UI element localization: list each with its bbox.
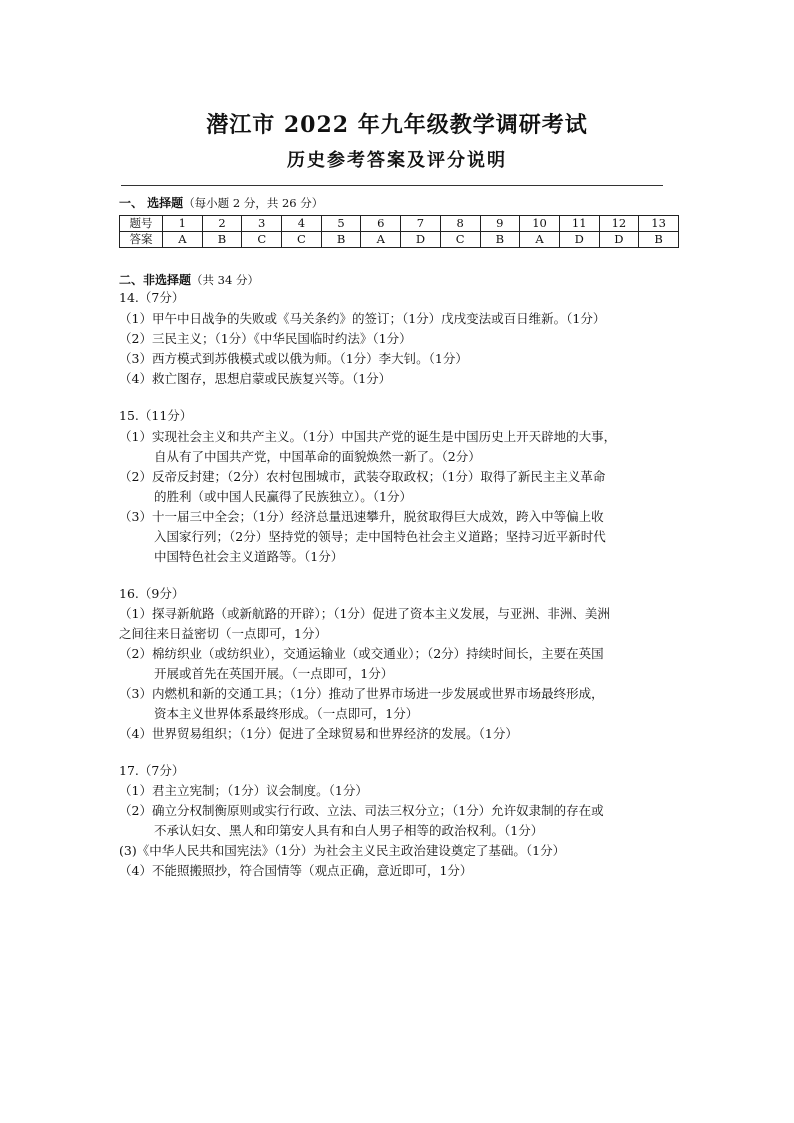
- section-1-label: 一、 选择题: [119, 196, 184, 210]
- answer-line: （1）甲午中日战争的失败或《马关条约》的签订；（1分）戊戌变法或百日维新。（1分）: [119, 311, 606, 326]
- table-cell: B: [202, 232, 242, 248]
- table-cell: C: [282, 232, 322, 248]
- question-17-heading: 17.（7分）: [119, 763, 185, 778]
- table-cell: C: [242, 232, 282, 248]
- table-cell: 8: [440, 216, 480, 232]
- table-cell: B: [639, 232, 679, 248]
- table-cell: B: [321, 232, 361, 248]
- table-header-cell: 答案: [120, 232, 163, 248]
- answer-line: （4）世界贸易组织；（1分）促进了全球贸易和世界经济的发展。（1分）: [119, 726, 518, 741]
- table-cell: 6: [361, 216, 401, 232]
- table-row-answers: [120, 232, 679, 248]
- table-cell: D: [559, 232, 599, 248]
- answer-line: （2）棉纺织业（或纺织业），交通运输业（或交通业）；（2分）持续时间长，主要在英国: [119, 646, 604, 661]
- table-cell: 13: [639, 216, 679, 232]
- answer-line: （1）探寻新航路（或新航路的开辟）；（1分）促进了资本主义发展，与亚洲、非洲、美洲: [119, 606, 610, 621]
- answer-line: 不承认妇女、黑人和印第安人具有和白人男子相等的政治权利。（1分）: [154, 823, 544, 838]
- answer-line: （4）不能照搬照抄，符合国情等（观点正确，意近即可，1分）: [119, 863, 473, 878]
- answer-line: 的胜利（或中国人民赢得了民族独立）。（1分）: [154, 489, 412, 504]
- table-cell: A: [163, 232, 203, 248]
- table-header-cell: 题号: [120, 216, 163, 232]
- table-cell: 9: [480, 216, 520, 232]
- answer-line: 入国家行列；（2分）坚持党的领导；走中国特色社会主义道路；坚持习近平新时代: [154, 529, 606, 544]
- page-subtitle: 历史参考答案及评分说明: [287, 150, 507, 171]
- table-row-numbers: [120, 216, 679, 232]
- table-cell: D: [599, 232, 639, 248]
- table-cell: D: [401, 232, 441, 248]
- section-1-heading: [119, 194, 323, 211]
- table-cell: 11: [559, 216, 599, 232]
- table-cell: B: [480, 232, 520, 248]
- table-cell: 7: [401, 216, 441, 232]
- answer-table: [119, 215, 679, 248]
- answer-line: (3)《中华人民共和国宪法》（1分）为社会主义民主政治建设奠定了基础。（1分）: [119, 843, 566, 858]
- table-cell: 12: [599, 216, 639, 232]
- answer-line: （1）实现社会主义和共产主义。（1分）中国共产党的诞生是中国历史上开天辟地的大事，: [119, 429, 617, 444]
- question-15-heading: 15.（11分）: [119, 408, 193, 423]
- table-cell: 3: [242, 216, 282, 232]
- section-2-note: （共 34 分）: [191, 273, 259, 287]
- question-16-heading: 16.（9分）: [119, 586, 185, 601]
- table-cell: 5: [321, 216, 361, 232]
- table-cell: 2: [202, 216, 242, 232]
- answer-line: 自从有了中国共产党，中国革命的面貌焕然一新了。（2分）: [154, 449, 481, 464]
- question-14-heading: 14.（7分）: [119, 290, 185, 305]
- answer-line: 之间往来日益密切（一点即可，1分）: [119, 626, 327, 641]
- answer-line: （3）内燃机和新的交通工具；（1分）推动了世界市场进一步发展或世界市场最终形成，: [119, 686, 604, 701]
- answer-line: （1）君主立宪制；（1分）议会制度。（1分）: [119, 783, 368, 798]
- answer-line: （3）十一届三中全会；（1分）经济总量迅速攀升，脱贫取得巨大成效，跨入中等偏上收: [119, 509, 604, 524]
- section-1-note: （每小题 2 分，共 26 分）: [183, 196, 324, 210]
- table-cell: A: [361, 232, 401, 248]
- page-title: 潜江市 2022 年九年级教学调研考试: [206, 112, 588, 138]
- answer-line: （2）确立分权制衡原则或实行行政、立法、司法三权分立；（1分）允许奴隶制的存在或: [119, 803, 604, 818]
- table-cell: C: [440, 232, 480, 248]
- answer-line: （2）三民主义；（1分）《中华民国临时约法》（1分）: [119, 331, 412, 346]
- answer-line: 开展或首先在英国开展。（一点即可，1分）: [154, 666, 394, 681]
- table-cell: 4: [282, 216, 322, 232]
- answer-line: 中国特色社会主义道路等。（1分）: [154, 549, 344, 564]
- table-cell: 1: [163, 216, 203, 232]
- answer-line: （3）西方模式到苏俄模式或以俄为师。（1分）李大钊。（1分）: [119, 351, 468, 366]
- answer-line: （4）救亡图存，思想启蒙或民族复兴等。（1分）: [119, 371, 392, 386]
- table-cell: A: [520, 232, 560, 248]
- answer-line: （2）反帝反封建；（2分）农村包围城市，武装夺取政权；（1分）取得了新民主主义革命: [119, 469, 606, 484]
- section-2-label: 二、非选择题: [119, 273, 192, 287]
- header-divider: [121, 185, 663, 186]
- table-cell: 10: [520, 216, 560, 232]
- section-2-heading: [119, 271, 259, 288]
- answer-line: 资本主义世界体系最终形成。（一点即可，1分）: [154, 706, 419, 721]
